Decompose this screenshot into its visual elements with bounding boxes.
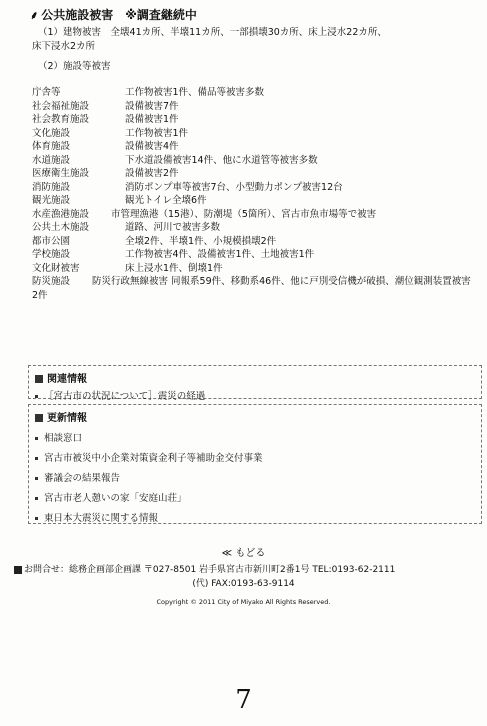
facility-row (32, 275, 472, 302)
facility-desc: 床上浸水1件、倒壊1件 (125, 262, 223, 274)
building-damage-line1: （1）建物被害 全壊41カ所、半壊11カ所、一部損壊30カ所、床上浸水22カ所、 (38, 27, 387, 38)
facility-row (32, 221, 472, 235)
facility-name: 庁舎等 (32, 87, 61, 98)
facility-name: 体育施設 (32, 141, 71, 152)
updates-box (28, 404, 482, 524)
facility-name: 文化財被害 (32, 262, 80, 274)
facility-row (32, 181, 472, 195)
copyright: Copyright © 2011 City of Miyako All Rights Reserved. (156, 598, 331, 606)
facility-desc: 道路、河川で被害多数 (125, 222, 221, 233)
facility-damage-label: （2）施設等被害 (38, 61, 111, 72)
back-link[interactable]: ≪ もどる (221, 548, 266, 559)
facility-row (32, 248, 472, 262)
facility-name: 水道施設 (32, 154, 71, 166)
facility-row (32, 194, 472, 208)
square-bullet-icon (35, 414, 43, 422)
related-link[interactable]: ［宮古市の状況について］震災の経過 (35, 388, 481, 402)
bullet-icon (35, 457, 38, 460)
bullet-icon (35, 517, 38, 520)
facility-desc: 消防ポンプ車等被害7台、小型動力ポンプ被害12台 (125, 181, 343, 193)
updates-title: 更新情報 (35, 409, 481, 424)
facility-desc: 下水道設備被害14件、他に水道管等被害多数 (125, 154, 318, 166)
building-damage-line2: 床下浸水2カ所 (32, 41, 96, 52)
related-info-title: 関連情報 (35, 370, 481, 385)
facility-row (32, 140, 472, 154)
bullet-icon (35, 497, 38, 500)
facility-name: 学校施設 (32, 249, 71, 260)
square-bullet-icon (35, 375, 43, 383)
facility-desc: 工作物被害1件、備品等被害多数 (125, 87, 265, 98)
facility-name: 防災施設 (32, 276, 71, 287)
bullet-icon (35, 477, 38, 480)
facility-desc: 市管理漁港（15港）、防潮堤（5箇所）、宮古市魚市場等で被害 (111, 208, 377, 220)
facility-desc: 設備被害4件 (125, 141, 179, 152)
facility-desc: 全壊2件、半壊1件、小規模損壊2件 (125, 235, 277, 247)
update-link[interactable]: 宮古市老人憩いの家「安庭山荘」 (35, 490, 481, 504)
update-link[interactable]: 宮古市被災中小企業対策資金利子等補助金交付事業 (35, 450, 481, 464)
facility-row (32, 113, 472, 127)
heading-text: 公共施設被害 ※調査継続中 (41, 8, 197, 22)
update-link[interactable]: 東日本大震災に関する情報 (35, 510, 481, 524)
leaf-bullet-icon: ⸙ (30, 9, 39, 22)
facility-desc: 設備被害7件 (125, 100, 179, 112)
facility-row (32, 235, 472, 249)
facility-name: 消防施設 (32, 181, 71, 193)
facility-desc: 工作物被害1件 (125, 127, 189, 139)
facility-desc: 設備被害1件 (125, 114, 179, 125)
contact-info (14, 562, 395, 575)
facility-name: 社会福祉施設 (32, 100, 90, 112)
facility-row (32, 208, 472, 222)
facility-row (32, 127, 472, 141)
facility-name: 都市公園 (32, 235, 71, 247)
page-number: 7 (235, 685, 252, 715)
facility-name: 水産漁港施設 (32, 208, 90, 220)
facility-row (32, 154, 472, 168)
facility-name: 医療衛生施設 (32, 168, 90, 179)
facility-desc: 観光トイレ全壊6件 (125, 195, 207, 206)
fax-info: (代) FAX:0193-63-9114 (192, 579, 295, 589)
facility-desc: 防災行政無線被害 同報系59件、移動系46件、他に戸別受信機が破損、潮位観測装置被害2件 (32, 276, 471, 301)
facility-row (32, 86, 472, 100)
related-info-box (28, 365, 482, 402)
contact-text: お問合せ：総務企画部企画課 〒027-8501 岩手県宮古市新川町2番1号 TEL:0193-62-2111 (24, 565, 396, 575)
facility-row (32, 167, 472, 181)
bullet-icon (35, 395, 38, 398)
bullet-icon (35, 437, 38, 440)
facility-name: 文化施設 (32, 127, 71, 139)
facility-desc: 設備被害2件 (125, 168, 179, 179)
square-bullet-icon (14, 566, 22, 574)
update-link[interactable]: 審議会の結果報告 (35, 470, 481, 484)
facility-name: 社会教育施設 (32, 114, 90, 125)
facility-damage-table (32, 86, 472, 302)
facility-row (32, 262, 472, 276)
facility-desc: 工作物被害4件、設備被害1件、土地被害1件 (125, 249, 315, 260)
update-link[interactable]: 相談窓口 (35, 430, 481, 444)
section-heading (30, 6, 197, 23)
facility-name: 観光施設 (32, 195, 71, 206)
facility-name: 公共土木施設 (32, 222, 90, 233)
facility-row (32, 100, 472, 114)
